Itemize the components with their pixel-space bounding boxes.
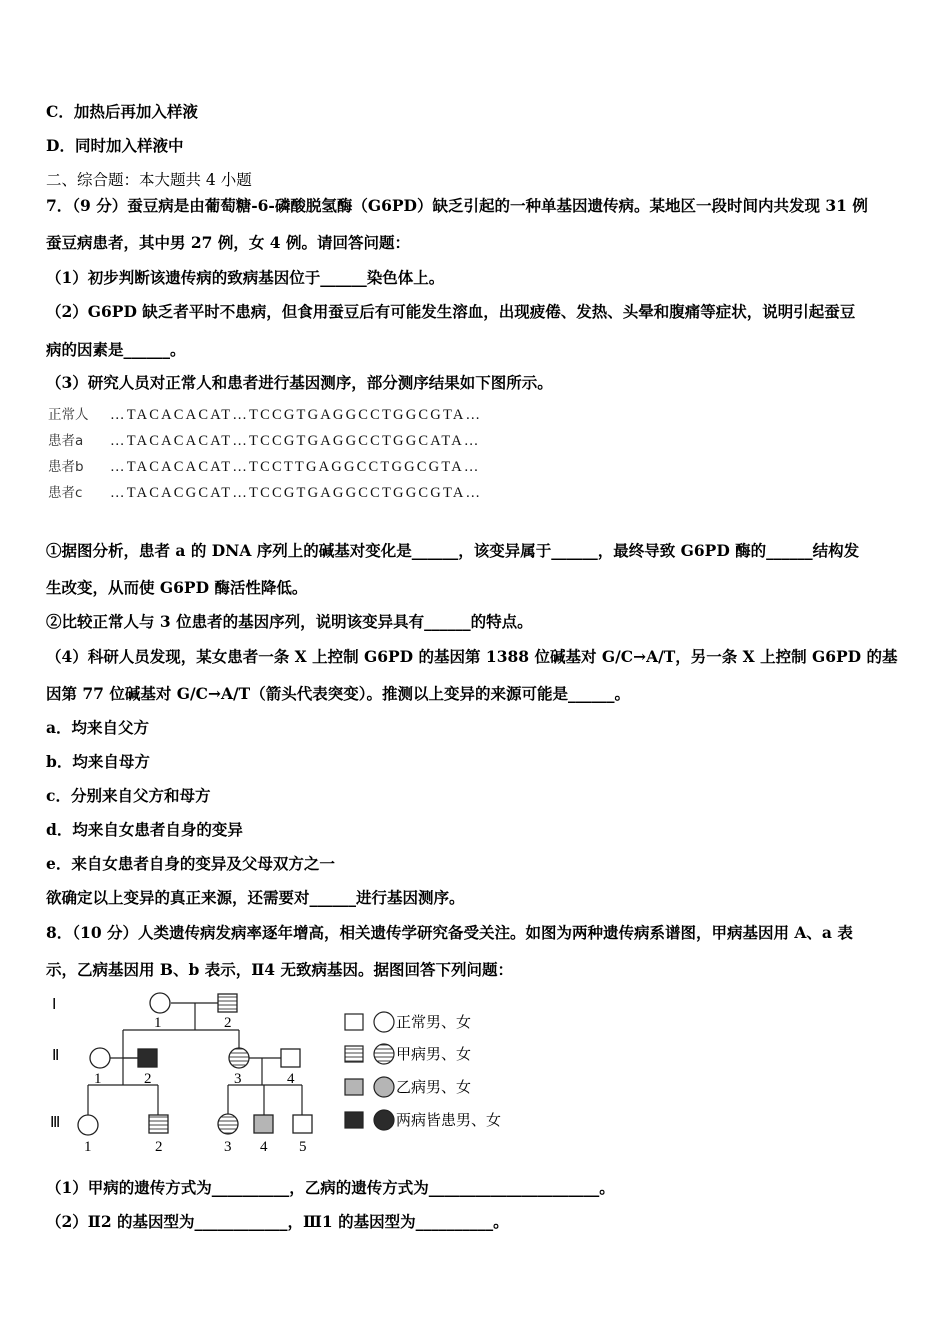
individual-number: 4 — [287, 1071, 295, 1087]
individual-number: 1 — [84, 1139, 92, 1155]
q8-question-1: （1）甲病的遗传方式为__________，乙病的遗传方式为______________________。 — [46, 1178, 615, 1197]
both-diseases-male-symbol — [138, 1049, 157, 1067]
legend-label: 乙病男、女 — [396, 1080, 472, 1096]
sequence-code: …TACACGCAT…TCCGTGAGGCCTGGCGTA… — [110, 485, 483, 501]
individual-number: 2 — [155, 1139, 163, 1155]
q7-followup: 欲确定以上变异的真正来源，还需要对______进行基因测序。 — [46, 888, 465, 907]
sequence-row — [48, 405, 482, 425]
q7-choice-a: a．均来自父方 — [46, 718, 150, 737]
legend-both-female-symbol — [374, 1110, 394, 1130]
normal-female-symbol — [90, 1048, 110, 1068]
legend-disease-b-female-symbol — [374, 1077, 394, 1097]
legend-disease-b-male-symbol — [345, 1079, 363, 1095]
option-c: C．加热后再加入样液 — [46, 102, 198, 121]
sequence-code: …TACACACAT…TCCGTGAGGCCTGGCATA… — [110, 433, 481, 449]
individual-number: 4 — [260, 1139, 268, 1155]
q7-stem-line-2: 蚕豆病患者，其中男 27 例，女 4 例。请回答问题： — [46, 233, 410, 252]
disease-a-female-symbol — [218, 1114, 238, 1134]
individual-number: 1 — [154, 1015, 162, 1031]
disease-a-male-symbol — [149, 1115, 168, 1133]
option-d: D．同时加入样液中 — [46, 136, 184, 155]
q7-part-1: （1）初步判断该遗传病的致病基因位于______染色体上。 — [46, 268, 445, 287]
legend-both-male-symbol — [345, 1112, 363, 1128]
sequence-row — [48, 431, 481, 451]
generation-label-1: Ⅰ — [52, 997, 57, 1013]
legend-normal-female-symbol — [374, 1012, 394, 1032]
individual-number: 5 — [299, 1139, 307, 1155]
legend-normal-male-symbol — [345, 1014, 363, 1030]
q7-part-2-line-1: （2）G6PD 缺乏者平时不患病，但食用蚕豆后有可能发生溶血，出现疲倦、发热、头晕和腹痛等症状，说明引起蚕豆 — [46, 302, 856, 321]
q7-sub-1-line-1: ①据图分析，患者 a 的 DNA 序列上的碱基对变化是______，该变异属于______，最终导致 G6PD 酶的______结构发 — [46, 541, 860, 560]
sequence-code: …TACACACAT…TCCGTGAGGCCTGGCGTA… — [110, 407, 483, 423]
normal-male-symbol — [281, 1049, 300, 1067]
disease-a-female-symbol — [229, 1048, 249, 1068]
disease-a-male-symbol — [218, 994, 237, 1012]
generation-label-3: Ⅲ — [50, 1115, 61, 1131]
q7-part-2-line-2: 病的因素是______。 — [46, 340, 186, 359]
pedigree-chart — [40, 988, 540, 1160]
sequence-label: 患者a — [48, 433, 84, 449]
q7-choice-b: b．均来自母方 — [46, 752, 150, 771]
q8-stem-line-2: 示，乙病基因用 B、b 表示，Ⅱ4 无致病基因。据图回答下列问题： — [46, 960, 513, 979]
q8-stem-line-1: 8．（10 分）人类遗传病发病率逐年增高，相关遗传学研究备受关注。如图为两种遗传病系谱图，甲病基因用 A、a 表 — [46, 923, 853, 942]
normal-male-symbol — [293, 1115, 312, 1133]
individual-number: 1 — [94, 1071, 102, 1087]
q7-part-3: （3）研究人员对正常人和患者进行基因测序，部分测序结果如下图所示。 — [46, 373, 553, 392]
legend-label: 两病皆患男、女 — [396, 1113, 502, 1129]
individual-number: 3 — [224, 1139, 232, 1155]
normal-female-symbol — [78, 1115, 98, 1135]
pedigree-lines — [88, 1003, 302, 1115]
section-heading: 二、综合题：本大题共 4 小题 — [46, 171, 252, 189]
sequence-label: 患者b — [48, 459, 84, 475]
normal-female-symbol — [150, 993, 170, 1013]
q7-choice-d: d．均来自女患者自身的变异 — [46, 820, 243, 839]
disease-b-male-symbol — [254, 1115, 273, 1133]
q7-sub-1-line-2: 生改变，从而使 G6PD 酶活性降低。 — [46, 578, 308, 597]
generation-label-2: Ⅱ — [52, 1048, 60, 1064]
legend-label: 正常男、女 — [396, 1015, 472, 1031]
individual-number: 2 — [144, 1071, 152, 1087]
individual-number: 2 — [224, 1015, 232, 1031]
q7-choice-c: c．分别来自父方和母方 — [46, 786, 211, 805]
sequence-label: 正常人 — [48, 407, 89, 423]
sequence-row — [48, 457, 481, 477]
q7-part-4-line-1: （4）科研人员发现，某女患者一条 X 上控制 G6PD 的基因第 1388 位碱基对 G/C→A/T，另一条 X 上控制 G6PD 的基 — [46, 647, 898, 666]
q7-choice-e: e．来自女患者自身的变异及父母双方之一 — [46, 854, 335, 873]
legend-disease-a-female-symbol — [374, 1044, 394, 1064]
pedigree-legend — [345, 1012, 501, 1130]
legend-label: 甲病男、女 — [396, 1047, 472, 1063]
sequence-code: …TACACACAT…TCCTTGAGGCCTGGCGTA… — [110, 459, 481, 475]
sequence-row — [48, 483, 482, 503]
q7-sub-2: ②比较正常人与 3 位患者的基因序列，说明该变异具有______的特点。 — [46, 612, 533, 631]
q7-stem-line-1: 7．（9 分）蚕豆病是由葡萄糖-6-磷酸脱氢酶（G6PD）缺乏引起的一种单基因遗传病。某地区一段时间内共发现 31 例 — [46, 196, 868, 215]
sequence-label: 患者c — [48, 485, 83, 501]
legend-disease-a-male-symbol — [345, 1046, 363, 1062]
q8-question-2: （2）Ⅱ2 的基因型为____________，Ⅲ1 的基因型为__________。 — [46, 1212, 509, 1231]
q7-part-4-line-2: 因第 77 位碱基对 G/C→A/T（箭头代表突变）。推测以上变异的来源可能是______。 — [46, 684, 630, 703]
individual-number: 3 — [234, 1071, 242, 1087]
